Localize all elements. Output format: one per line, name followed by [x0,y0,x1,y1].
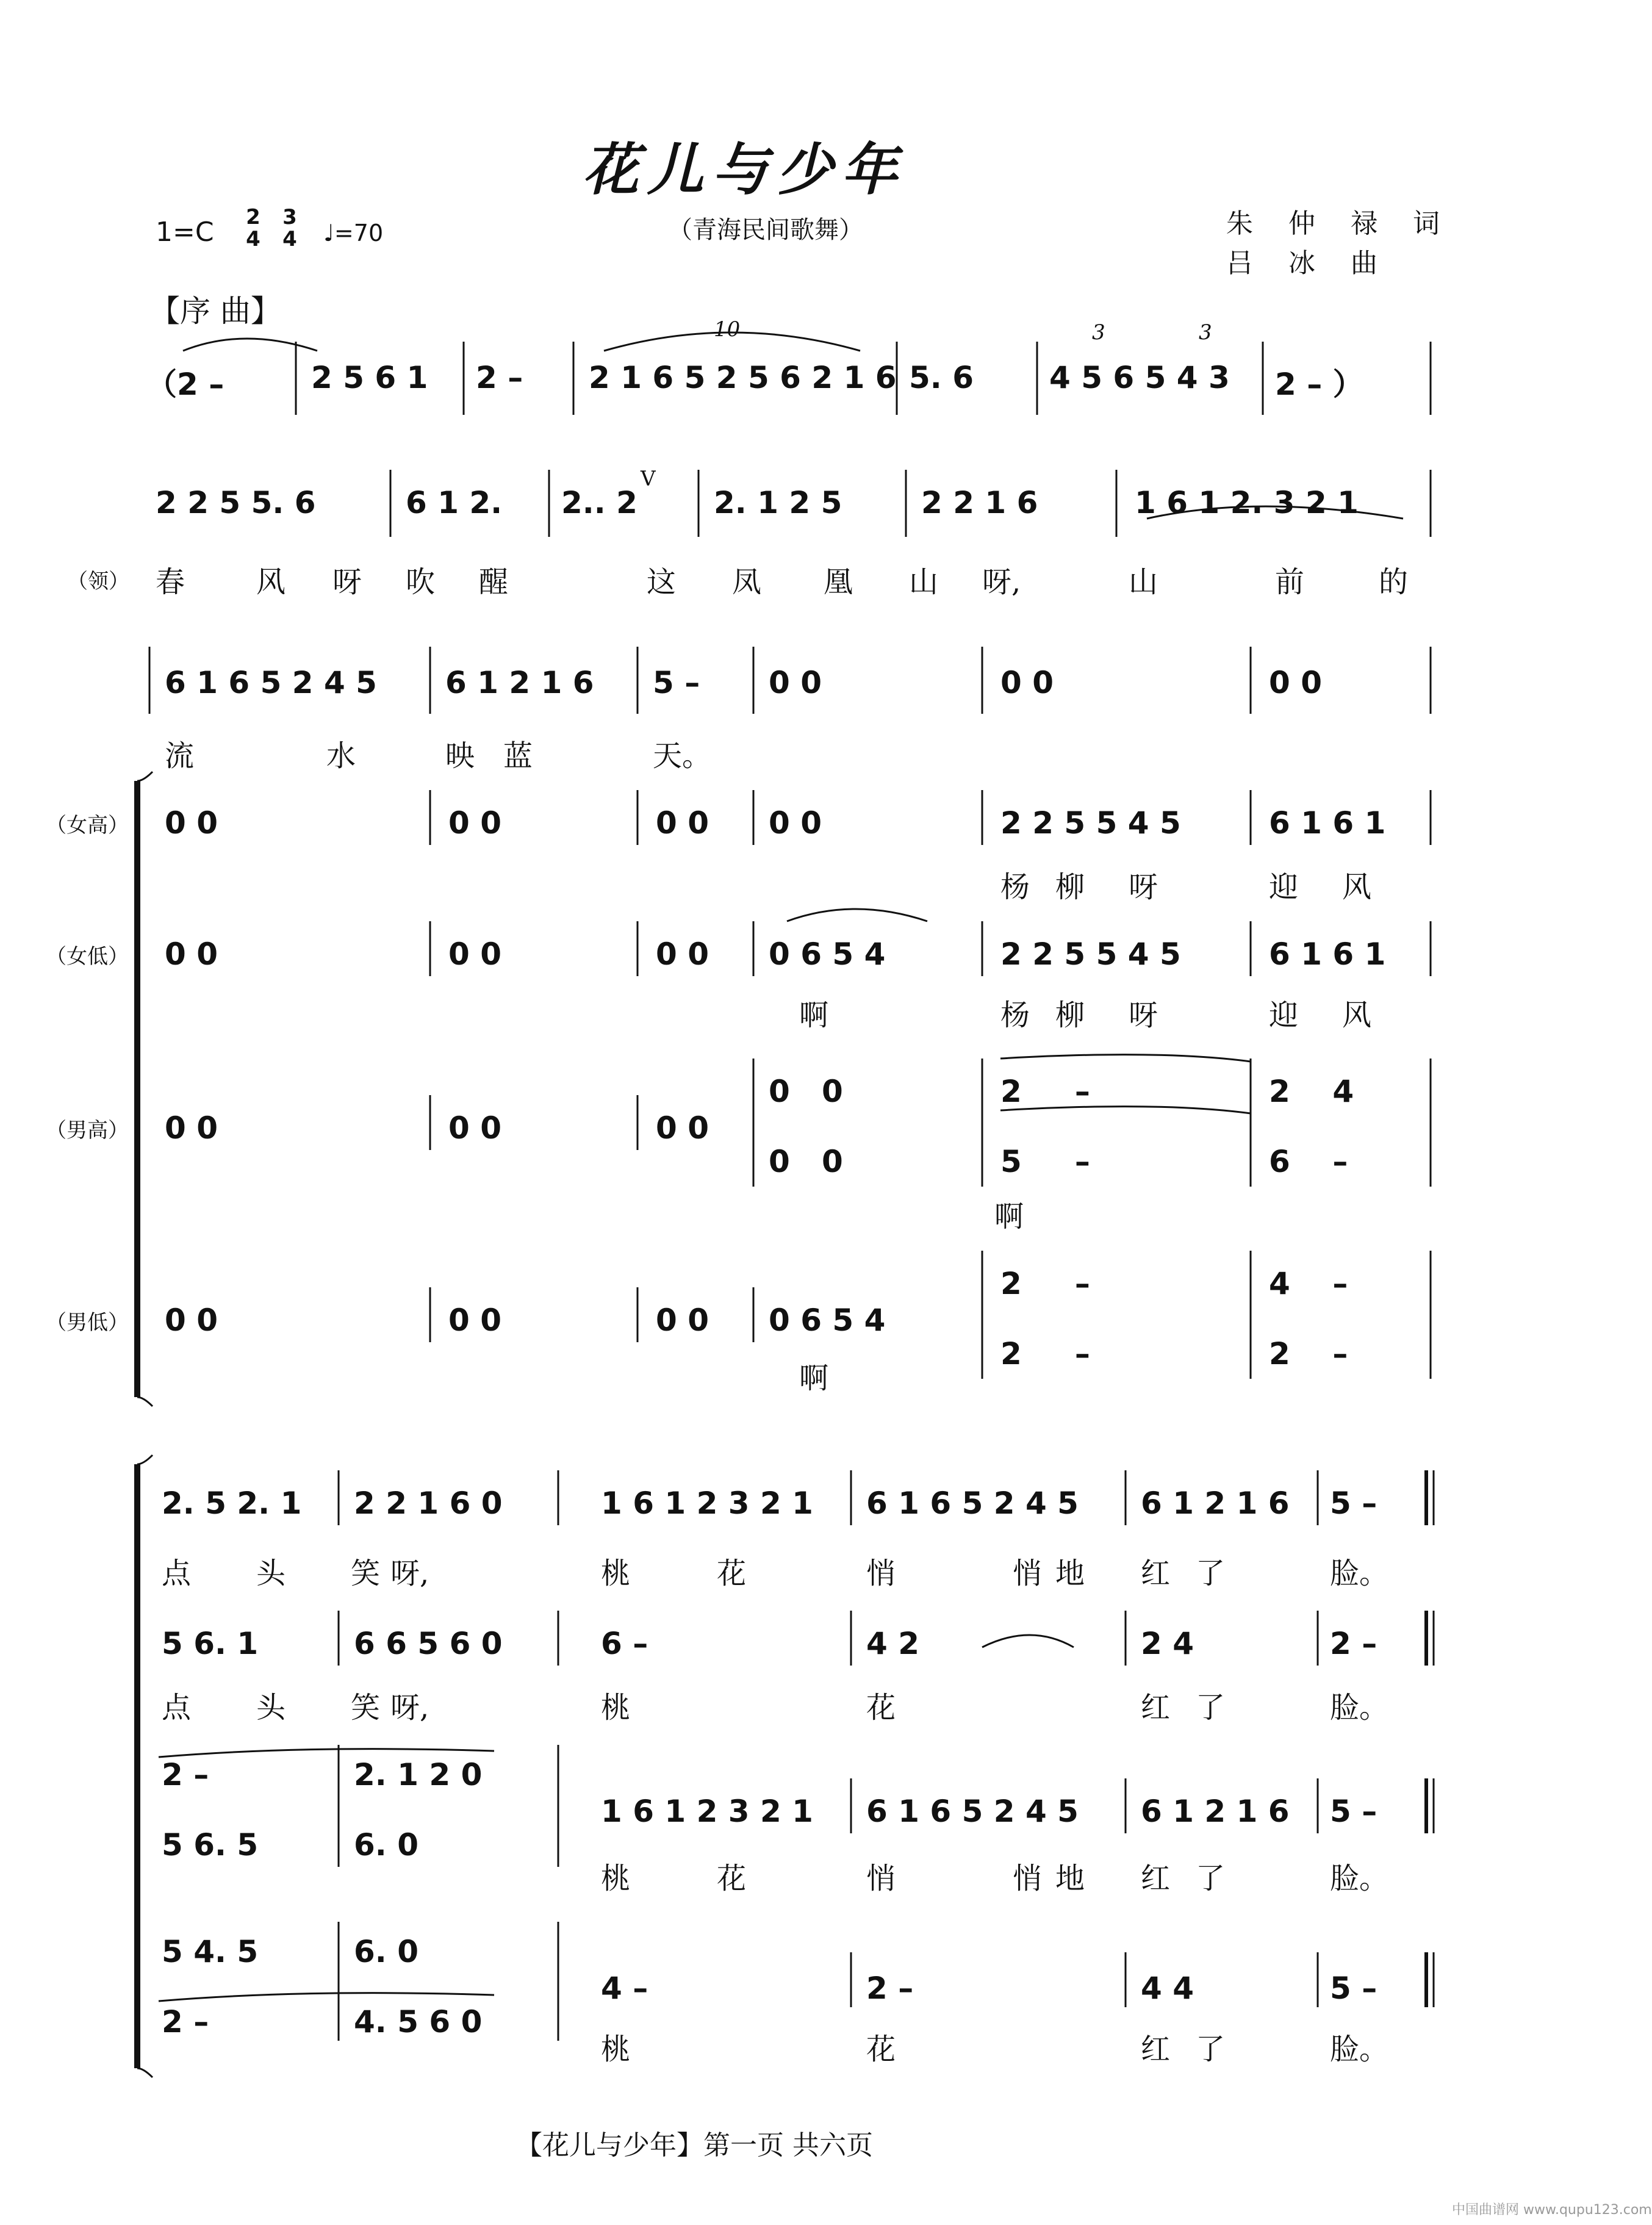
measure: 2 – [1000,1074,1090,1109]
lyric: 地 [1055,1556,1085,1591]
lyric: 花 [866,1691,896,1725]
measure: 6 – [1269,1144,1348,1179]
lyric: 脸。 [1330,1556,1389,1591]
lyric: 呀 [1129,998,1158,1032]
tuplet-3a: 3 [1092,320,1105,345]
measure: 5 4. 5 [162,1934,259,1969]
s2-measure-1: 2 2 5 5. 6 [156,485,316,520]
lyric: 头 [256,1556,286,1591]
lyric: 水 [326,739,356,773]
measure: 2 – [866,1971,914,2006]
lyric: 红 [1141,1691,1171,1725]
measure: 0 0 [769,1074,843,1109]
measure: 4 2 [866,1626,919,1661]
measure: 6 1 6 5 2 4 5 [866,1486,1079,1521]
s3-lead-m3: 5 – [653,665,700,700]
s2-measure-4: 2. 1 2 5 [714,485,842,520]
lyric: 脸。 [1330,2032,1389,2066]
measure: 4 – [1269,1266,1348,1301]
measure-3: 2 – [476,360,523,395]
lyric: 迎 [1269,870,1299,904]
measure: 6. 0 [354,1934,418,1969]
page-footer: 【花儿与少年】第一页 共六页 [515,2130,873,2161]
tuplet-10: 10 [714,317,741,342]
lyric: 吹 [406,565,436,599]
measure: 5 6. 1 [162,1626,259,1661]
measure: 6 6 5 6 0 [354,1626,503,1661]
lyric: 风 [1342,870,1372,904]
measure: 0 0 [448,1303,501,1338]
measure-2: 2 5 6 1 [311,360,428,395]
lyric: 迎 [1269,998,1299,1032]
measure: 0 0 [769,1144,843,1179]
s2-measure-6: 1 6 1 2. 3 2 1 [1135,485,1359,520]
s3-lead-m6: 0 0 [1269,665,1322,700]
s3-lead-m1: 6 1 6 5 2 4 5 [165,665,377,700]
measure: 2 – [1330,1626,1377,1661]
lyric: 呀, [390,1691,429,1725]
measure: 2 – [1000,1266,1090,1301]
measure: 1 6 1 2 3 2 1 [601,1486,813,1521]
measure: 0 0 [656,1110,709,1146]
lyric: 杨 [1000,870,1030,904]
measure: 0 0 [769,805,822,841]
lyric: 前 [1275,565,1305,599]
key-signature: 1=C [156,217,214,248]
lyric: 杨 [1000,998,1030,1032]
measure: 0 0 [165,936,218,972]
tempo-marking: ♩=70 [323,220,384,246]
lyric: 风 [1342,998,1372,1032]
measure: 2 4 [1141,1626,1194,1661]
measure: 0 0 [656,805,709,841]
measure: 5 – [1330,1486,1377,1521]
s2-measure-3: 2.. 2 [561,485,637,520]
lyric: 流 [165,739,195,773]
measure: 6 1 6 1 [1269,805,1386,841]
measure: 2 – [162,2004,209,2040]
lyric: 山 [909,565,939,599]
measure: 2. 1 2 0 [354,1757,483,1792]
lyric: 凰 [824,565,853,599]
lyric: 笑 [351,1691,381,1725]
s3-lead-m2: 6 1 2 1 6 [445,665,594,700]
measure: 0 0 [165,1110,218,1146]
subtitle: （青海民间歌舞） [668,216,863,244]
measure: 0 6 5 4 [769,936,886,972]
measure: 6 1 6 5 2 4 5 [866,1794,1079,1829]
time-signature-2-4: 2 4 [246,205,260,251]
lyric: 地 [1055,1861,1085,1896]
measure: 4 – [601,1971,648,2006]
measure: 2 – [1269,1336,1348,1371]
measure: 2 4 [1269,1074,1354,1109]
measure: 5 – [1330,1794,1377,1829]
part-label-alto: （女低） [46,944,129,969]
lyric: 笑 [351,1556,381,1591]
lyric: 天。 [653,739,712,773]
measure: 0 0 [448,805,501,841]
lyric: 的 [1379,565,1409,599]
lyric: 了 [1196,1691,1226,1725]
lyric: 柳 [1055,998,1085,1032]
lyric: 脸。 [1330,1861,1389,1896]
measure: 2 2 1 6 0 [354,1486,503,1521]
lyric: 醒 [479,565,509,599]
breath-mark: V [641,467,656,491]
measure: 0 0 [656,936,709,972]
measure-6: 4 5 6 5 4 3 [1049,360,1230,395]
measure: 2 – [1000,1336,1090,1371]
lyric: 桃 [601,2032,631,2066]
tuplet-3b: 3 [1199,320,1212,345]
measure: 2 2 5 5 4 5 [1000,805,1181,841]
lyric: 花 [717,1861,747,1896]
measure: 0 0 [165,1303,218,1338]
lyric: 这 [647,565,677,599]
measure-7: 2 – ） [1275,367,1363,402]
measure: 2. 5 2. 1 [162,1486,302,1521]
lyric: 风 [256,565,286,599]
lyric: 脸。 [1330,1691,1389,1725]
lyric: 了 [1196,1556,1226,1591]
measure: 6 1 6 1 [1269,936,1386,972]
lyric: 红 [1141,1861,1171,1896]
lyric: 呀 [332,565,362,599]
section-label: 【序 曲】 [149,293,281,329]
lyric: 了 [1196,2032,1226,2066]
measure: 0 0 [448,1110,501,1146]
s3-lead-m5: 0 0 [1000,665,1054,700]
watermark: 中国曲谱网 www.qupu123.com [1452,2202,1652,2218]
lyric: 柳 [1055,870,1085,904]
measure: 0 0 [656,1303,709,1338]
measure: 5 – [1000,1144,1090,1179]
lyric: 悄 [1013,1556,1043,1591]
part-label-tenor: （男高） [46,1118,129,1143]
lyric: 呀 [1129,870,1158,904]
lyric: 呀, [982,565,1021,599]
part-label-soprano: （女高） [46,813,129,838]
measure: 5 – [1330,1971,1377,2006]
lyric: 啊 [799,998,829,1032]
lyric: 啊 [799,1361,829,1395]
lyricist-credit: 朱 仲 禄 词 [1226,208,1453,239]
time-signature-3-4: 3 4 [282,205,297,251]
measure: 5 6. 5 [162,1827,259,1863]
measure: 0 0 [165,805,218,841]
lyric: 了 [1196,1861,1226,1896]
lyric: 山 [1129,565,1158,599]
lyric: 点 [162,1691,192,1725]
lyric: 映 [445,739,475,773]
measure: 6. 0 [354,1827,418,1863]
measure: 0 0 [448,936,501,972]
composer-credit: 吕 冰 曲 [1226,248,1391,279]
lyric: 桃 [601,1556,631,1591]
measure-4: 2 1 6 5 2 5 6 2 1 6 [589,360,897,395]
lyric: 凤 [732,565,762,599]
lyric: 悄 [866,1556,896,1591]
lyric: 点 [162,1556,192,1591]
lyric: 红 [1141,1556,1171,1591]
lyric: 花 [866,2032,896,2066]
part-label-bass: （男低） [46,1310,129,1335]
part-label-lead: （领） [67,569,129,594]
measure: 4. 5 6 0 [354,2004,483,2040]
lyric: 悄 [866,1861,896,1896]
measure: 2 2 5 5 4 5 [1000,936,1181,972]
lyric: 头 [256,1691,286,1725]
lyric: 悄 [1013,1861,1043,1896]
measure: 6 – [601,1626,648,1661]
s2-measure-2: 6 1 2. [406,485,503,520]
measure: 6 1 2 1 6 [1141,1486,1290,1521]
lyric: 呀, [390,1556,429,1591]
score-title: 花儿与少年 [583,137,907,203]
measure: 0 6 5 4 [769,1303,886,1338]
lyric: 桃 [601,1691,631,1725]
lyric: 春 [156,565,185,599]
lyric: 花 [717,1556,747,1591]
measure-1: （2 – [146,367,224,402]
measure: 6 1 2 1 6 [1141,1794,1290,1829]
measure: 1 6 1 2 3 2 1 [601,1794,813,1829]
s2-measure-5: 2 2 1 6 [921,485,1038,520]
lyric: 啊 [994,1199,1024,1234]
measure-5: 5. 6 [909,360,974,395]
measure: 2 – [162,1757,209,1792]
measure: 4 4 [1141,1971,1194,2006]
lyric: 红 [1141,2032,1171,2066]
lyric: 桃 [601,1861,631,1896]
lyric: 蓝 [503,739,533,773]
s3-lead-m4: 0 0 [769,665,822,700]
